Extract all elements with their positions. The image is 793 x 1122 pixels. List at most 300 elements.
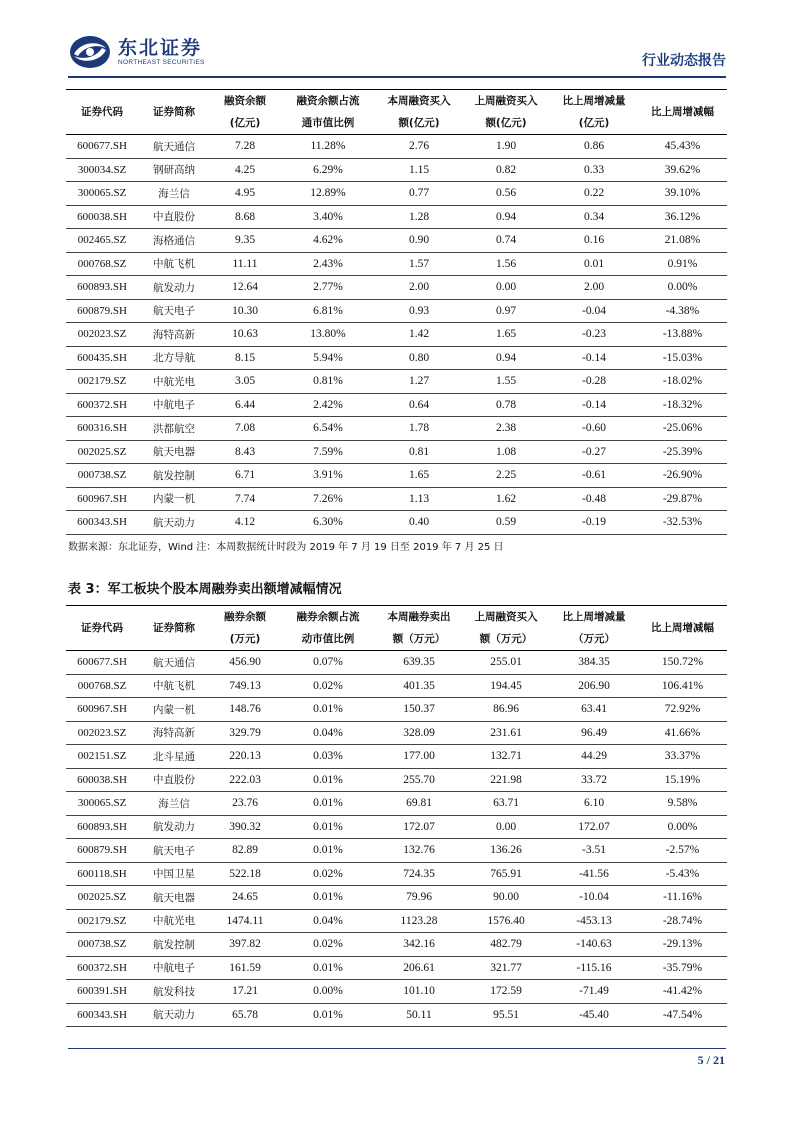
value-cell: 0.82 [462,158,550,182]
value-cell: 206.61 [376,956,462,980]
security-code-cell: 000738.SZ [66,933,138,957]
value-cell: 0.81 [376,440,462,464]
value-cell: -0.28 [550,370,638,394]
security-name-cell: 航发动力 [138,815,210,839]
value-cell: 132.76 [376,839,462,863]
value-cell: 7.08 [210,417,280,441]
page-header [68,30,726,74]
value-cell: -0.04 [550,299,638,323]
value-cell: 44.29 [550,745,638,769]
value-cell: 0.01 [550,252,638,276]
table-row [66,417,727,441]
value-cell: 1474.11 [210,909,280,933]
security-name-cell: 海格通信 [138,229,210,253]
value-cell: 79.96 [376,886,462,910]
value-cell: 765.91 [462,862,550,886]
value-cell: 0.02% [280,862,376,886]
value-cell: 1.27 [376,370,462,394]
table-row [66,323,727,347]
value-cell: 1.08 [462,440,550,464]
value-cell: 0.80 [376,346,462,370]
value-cell: 255.70 [376,768,462,792]
logo-chinese-name: 东北证券 [118,37,203,59]
table-row [66,464,727,488]
value-cell: 7.74 [210,487,280,511]
security-name-cell: 航天通信 [138,651,210,675]
value-cell: 106.41% [638,674,727,698]
value-cell: 150.72% [638,651,727,675]
security-code-cell: 002025.SZ [66,440,138,464]
security-code-cell: 600343.SH [66,511,138,535]
value-cell: 0.03% [280,745,376,769]
value-cell: 1.65 [376,464,462,488]
security-name-cell: 北方导航 [138,346,210,370]
value-cell: 8.15 [210,346,280,370]
value-cell: 1.90 [462,135,550,159]
column-header: 比上周增减幅 [638,606,727,651]
value-cell: -71.49 [550,980,638,1004]
value-cell: 2.38 [462,417,550,441]
value-cell: -41.56 [550,862,638,886]
value-cell: 12.64 [210,276,280,300]
security-name-cell: 洪都航空 [138,417,210,441]
value-cell: 6.10 [550,792,638,816]
table-row [66,370,727,394]
value-cell: 33.37% [638,745,727,769]
value-cell: 8.43 [210,440,280,464]
value-cell: 321.77 [462,956,550,980]
security-name-cell: 中国卫星 [138,862,210,886]
table-row [66,229,727,253]
value-cell: 0.01% [280,886,376,910]
security-name-cell: 中航飞机 [138,674,210,698]
value-cell: 397.82 [210,933,280,957]
value-cell: 1.56 [462,252,550,276]
value-cell: 0.00 [462,815,550,839]
table-row [66,674,727,698]
value-cell: 0.81% [280,370,376,394]
value-cell: -18.02% [638,370,727,394]
value-cell: 0.40 [376,511,462,535]
value-cell: 522.18 [210,862,280,886]
value-cell: 6.29% [280,158,376,182]
value-cell: 1.65 [462,323,550,347]
value-cell: -0.19 [550,511,638,535]
value-cell: 0.00% [638,276,727,300]
value-cell: 231.61 [462,721,550,745]
security-name-cell: 中航光电 [138,370,210,394]
security-name-cell: 中航电子 [138,956,210,980]
table-row [66,839,727,863]
value-cell: 3.91% [280,464,376,488]
value-cell: 45.43% [638,135,727,159]
value-cell: 86.96 [462,698,550,722]
table-row [66,980,727,1004]
table-row [66,487,727,511]
value-cell: -2.57% [638,839,727,863]
value-cell: 2.00 [550,276,638,300]
company-logo [68,34,205,70]
value-cell: 6.44 [210,393,280,417]
security-code-cell: 600316.SH [66,417,138,441]
value-cell: 255.01 [462,651,550,675]
column-header: 证券简称 [138,606,210,651]
value-cell: 0.02% [280,674,376,698]
value-cell: 1.15 [376,158,462,182]
value-cell: 328.09 [376,721,462,745]
value-cell: 724.35 [376,862,462,886]
value-cell: 7.28 [210,135,280,159]
table-row [66,182,727,206]
security-name-cell: 航发科技 [138,980,210,1004]
table-caption: 表 3：军工板块个股本周融券卖出额增减幅情况 [68,582,342,597]
value-cell: 639.35 [376,651,462,675]
value-cell: 220.13 [210,745,280,769]
value-cell: 0.01% [280,698,376,722]
value-cell: 0.00 [462,276,550,300]
value-cell: 23.76 [210,792,280,816]
security-name-cell: 海兰信 [138,182,210,206]
column-header: 上周融资买入 额(亿元) [462,90,550,135]
security-code-cell: 600677.SH [66,135,138,159]
value-cell: 150.37 [376,698,462,722]
security-code-cell: 002179.SZ [66,909,138,933]
security-name-cell: 钢研高纳 [138,158,210,182]
security-name-cell: 北斗星通 [138,745,210,769]
security-code-cell: 002465.SZ [66,229,138,253]
value-cell: -26.90% [638,464,727,488]
security-name-cell: 航天电器 [138,886,210,910]
security-code-cell: 000768.SZ [66,674,138,698]
value-cell: -29.87% [638,487,727,511]
security-code-cell: 600038.SH [66,205,138,229]
value-cell: 4.62% [280,229,376,253]
value-cell: -41.42% [638,980,727,1004]
value-cell: 101.10 [376,980,462,1004]
data-source-note: 数据来源：东北证券，Wind 注：本周数据统计时段为 2019 年 7 月 19 日至 2019 年 7 月 25 日 [68,542,504,553]
security-code-cell: 002023.SZ [66,323,138,347]
value-cell: 17.21 [210,980,280,1004]
security-name-cell: 中直股份 [138,205,210,229]
table-row [66,393,727,417]
security-name-cell: 内蒙一机 [138,487,210,511]
value-cell: 9.35 [210,229,280,253]
value-cell: 148.76 [210,698,280,722]
table-row [66,158,727,182]
security-code-cell: 002025.SZ [66,886,138,910]
table-row [66,299,727,323]
value-cell: 194.45 [462,674,550,698]
column-header: 融券余额占流 动市值比例 [280,606,376,651]
value-cell: 0.59 [462,511,550,535]
value-cell: 1.62 [462,487,550,511]
value-cell: 39.62% [638,158,727,182]
security-code-cell: 600879.SH [66,839,138,863]
value-cell: 0.04% [280,909,376,933]
value-cell: 0.16 [550,229,638,253]
table-row [66,205,727,229]
table-header-row [66,90,727,135]
table-row [66,909,727,933]
table-row [66,276,727,300]
value-cell: -0.48 [550,487,638,511]
table-row [66,511,727,535]
value-cell: 50.11 [376,1003,462,1027]
security-name-cell: 航发动力 [138,276,210,300]
value-cell: 0.74 [462,229,550,253]
value-cell: 4.25 [210,158,280,182]
value-cell: 172.07 [376,815,462,839]
column-header: 证券简称 [138,90,210,135]
table-row [66,651,727,675]
value-cell: 72.92% [638,698,727,722]
column-header: 融券余额 (万元) [210,606,280,651]
value-cell: 90.00 [462,886,550,910]
column-header: 本周融资买入 额(亿元) [376,90,462,135]
value-cell: 69.81 [376,792,462,816]
value-cell: 2.25 [462,464,550,488]
security-code-cell: 002151.SZ [66,745,138,769]
value-cell: 6.71 [210,464,280,488]
security-name-cell: 航天电子 [138,299,210,323]
value-cell: -0.14 [550,346,638,370]
value-cell: 1.42 [376,323,462,347]
column-header: 上周融资买入 额（万元） [462,606,550,651]
value-cell: 1.55 [462,370,550,394]
value-cell: 63.41 [550,698,638,722]
value-cell: 456.90 [210,651,280,675]
security-name-cell: 海特高新 [138,323,210,347]
security-name-cell: 航天动力 [138,511,210,535]
value-cell: -11.16% [638,886,727,910]
value-cell: 329.79 [210,721,280,745]
security-code-cell: 600372.SH [66,956,138,980]
value-cell: 221.98 [462,768,550,792]
value-cell: 1576.40 [462,909,550,933]
security-code-cell: 600879.SH [66,299,138,323]
value-cell: 36.12% [638,205,727,229]
value-cell: 0.00% [280,980,376,1004]
value-cell: 749.13 [210,674,280,698]
value-cell: 0.22 [550,182,638,206]
security-code-cell: 300065.SZ [66,182,138,206]
value-cell: 7.26% [280,487,376,511]
value-cell: 0.01% [280,839,376,863]
value-cell: 0.01% [280,792,376,816]
value-cell: 2.42% [280,393,376,417]
logo-swirl-icon [68,34,112,70]
security-code-cell: 600038.SH [66,768,138,792]
value-cell: 1123.28 [376,909,462,933]
security-code-cell: 600677.SH [66,651,138,675]
column-header: 比上周增减量 (亿元) [550,90,638,135]
value-cell: 4.95 [210,182,280,206]
table-row [66,721,727,745]
value-cell: 11.28% [280,135,376,159]
column-header: 融资余额占流 通市值比例 [280,90,376,135]
security-name-cell: 航发控制 [138,933,210,957]
value-cell: 3.05 [210,370,280,394]
security-code-cell: 300065.SZ [66,792,138,816]
value-cell: 65.78 [210,1003,280,1027]
security-name-cell: 中航光电 [138,909,210,933]
value-cell: 6.81% [280,299,376,323]
value-cell: 2.77% [280,276,376,300]
short-selling-table [66,605,727,1027]
footer-divider [68,1048,726,1049]
value-cell: 0.94 [462,205,550,229]
security-code-cell: 600967.SH [66,698,138,722]
table-row [66,956,727,980]
value-cell: -13.88% [638,323,727,347]
value-cell: -45.40 [550,1003,638,1027]
value-cell: 161.59 [210,956,280,980]
value-cell: 3.40% [280,205,376,229]
security-code-cell: 600372.SH [66,393,138,417]
value-cell: 63.71 [462,792,550,816]
value-cell: 2.43% [280,252,376,276]
value-cell: 2.00 [376,276,462,300]
value-cell: 82.89 [210,839,280,863]
value-cell: 21.08% [638,229,727,253]
table-row [66,768,727,792]
value-cell: -4.38% [638,299,727,323]
security-code-cell: 600893.SH [66,276,138,300]
value-cell: 6.30% [280,511,376,535]
value-cell: 1.78 [376,417,462,441]
security-name-cell: 航天动力 [138,1003,210,1027]
value-cell: -140.63 [550,933,638,957]
value-cell: 136.26 [462,839,550,863]
table-row [66,792,727,816]
table-row [66,886,727,910]
value-cell: 1.28 [376,205,462,229]
value-cell: 2.76 [376,135,462,159]
value-cell: 0.56 [462,182,550,206]
security-name-cell: 中直股份 [138,768,210,792]
value-cell: 10.30 [210,299,280,323]
value-cell: 5.94% [280,346,376,370]
value-cell: -32.53% [638,511,727,535]
value-cell: 13.80% [280,323,376,347]
security-code-cell: 600967.SH [66,487,138,511]
value-cell: 33.72 [550,768,638,792]
value-cell: 0.93 [376,299,462,323]
value-cell: 384.35 [550,651,638,675]
table-row [66,440,727,464]
value-cell: 0.91% [638,252,727,276]
value-cell: 24.65 [210,886,280,910]
value-cell: 0.77 [376,182,462,206]
value-cell: 482.79 [462,933,550,957]
column-header: 融资余额 (亿元) [210,90,280,135]
value-cell: -115.16 [550,956,638,980]
table-header-row [66,606,727,651]
column-header: 本周融券卖出 额（万元） [376,606,462,651]
security-code-cell: 300034.SZ [66,158,138,182]
value-cell: 15.19% [638,768,727,792]
value-cell: -35.79% [638,956,727,980]
table-row [66,252,727,276]
value-cell: 39.10% [638,182,727,206]
value-cell: 95.51 [462,1003,550,1027]
value-cell: 0.07% [280,651,376,675]
security-code-cell: 600118.SH [66,862,138,886]
security-code-cell: 000738.SZ [66,464,138,488]
value-cell: 1.13 [376,487,462,511]
report-type-title: 行业动态报告 [642,53,726,69]
value-cell: -29.13% [638,933,727,957]
margin-financing-table [66,89,727,535]
value-cell: 0.94 [462,346,550,370]
value-cell: 0.04% [280,721,376,745]
security-name-cell: 航天电子 [138,839,210,863]
value-cell: -0.61 [550,464,638,488]
value-cell: 1.57 [376,252,462,276]
security-code-cell: 600435.SH [66,346,138,370]
value-cell: -25.39% [638,440,727,464]
value-cell: 41.66% [638,721,727,745]
column-header: 比上周增减幅 [638,90,727,135]
security-code-cell: 002023.SZ [66,721,138,745]
value-cell: 4.12 [210,511,280,535]
table-row [66,862,727,886]
security-name-cell: 中航飞机 [138,252,210,276]
value-cell: 177.00 [376,745,462,769]
value-cell: -0.14 [550,393,638,417]
value-cell: 172.59 [462,980,550,1004]
value-cell: 401.35 [376,674,462,698]
security-name-cell: 中航电子 [138,393,210,417]
value-cell: 0.01% [280,956,376,980]
column-header: 证券代码 [66,606,138,651]
value-cell: 96.49 [550,721,638,745]
table-row [66,745,727,769]
value-cell: -0.60 [550,417,638,441]
security-code-cell: 600893.SH [66,815,138,839]
value-cell: 390.32 [210,815,280,839]
logo-english-name: NORTHEAST SECURITIES [118,59,205,66]
security-code-cell: 600343.SH [66,1003,138,1027]
value-cell: 172.07 [550,815,638,839]
column-header: 证券代码 [66,90,138,135]
value-cell: 8.68 [210,205,280,229]
security-code-cell: 000768.SZ [66,252,138,276]
page-number: 5 / 21 [697,1053,725,1067]
value-cell: 0.90 [376,229,462,253]
value-cell: -28.74% [638,909,727,933]
security-name-cell: 航天通信 [138,135,210,159]
value-cell: -5.43% [638,862,727,886]
value-cell: -453.13 [550,909,638,933]
table-row [66,346,727,370]
value-cell: 9.58% [638,792,727,816]
value-cell: 12.89% [280,182,376,206]
value-cell: 0.34 [550,205,638,229]
value-cell: 0.86 [550,135,638,159]
value-cell: 10.63 [210,323,280,347]
value-cell: 206.90 [550,674,638,698]
value-cell: -3.51 [550,839,638,863]
value-cell: 342.16 [376,933,462,957]
value-cell: 222.03 [210,768,280,792]
value-cell: 6.54% [280,417,376,441]
security-code-cell: 600391.SH [66,980,138,1004]
table-row [66,698,727,722]
security-name-cell: 海兰信 [138,792,210,816]
value-cell: 0.64 [376,393,462,417]
value-cell: -10.04 [550,886,638,910]
